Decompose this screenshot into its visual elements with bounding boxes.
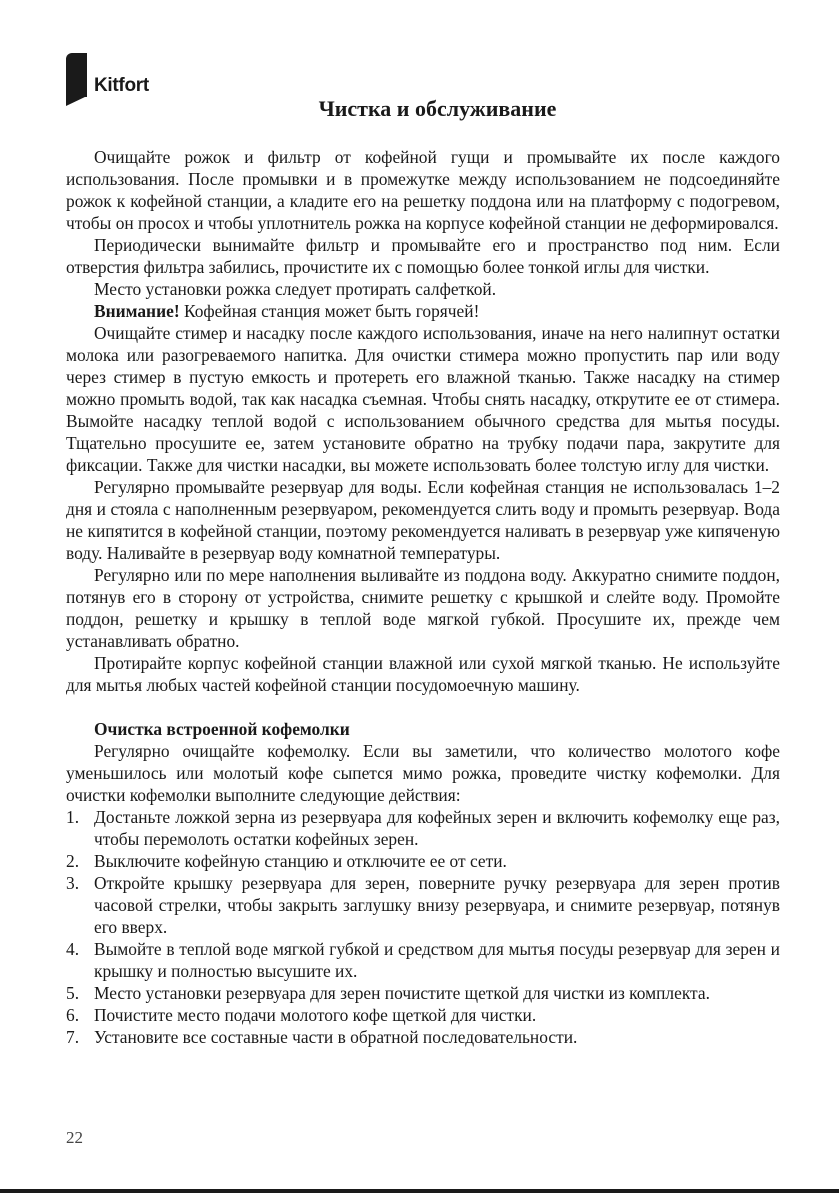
page-title: Чистка и обслуживание (318, 96, 557, 121)
step-text: Установите все составные части в обратной последовательности. (94, 1027, 578, 1047)
paragraph: Регулярно или по мере наполнения выливайте из поддона воду. Аккуратно снимите поддон, потянув его в сторону от устройства, снимите решетку с крышкой и слейте воду. Промойте поддон, решетку и крышку в теплой воде мягкой губкой. Просушите их, прежде чем устанавливать обратно. (66, 565, 780, 651)
list-item (66, 872, 780, 938)
step-text: Место установки резервуара для зерен почистите щеткой для чистки из комплекта. (94, 983, 710, 1003)
warning-label: Внимание! (94, 301, 180, 321)
list-item (66, 1026, 780, 1048)
step-number: 7. (66, 1027, 80, 1047)
warning-text: Кофейная станция может быть горячей! (179, 301, 480, 321)
step-text: Почистите место подачи молотого кофе щеткой для чистки. (94, 1005, 537, 1025)
list-item (66, 938, 780, 982)
list-item (66, 850, 780, 872)
step-number: 4. (66, 939, 80, 959)
main-content (66, 146, 780, 1048)
step-number: 5. (66, 983, 80, 1003)
warning-paragraph (66, 300, 780, 322)
paragraph: Протирайте корпус кофейной станции влажной или сухой мягкой тканью. Не используйте для мытья любых частей кофейной станции посудомоечную машину. (66, 653, 780, 695)
section-heading: Очистка встроенной кофемолки (94, 719, 350, 739)
step-text: Вымойте в теплой воде мягкой губкой и средством для мытья посуды резервуар для зерен и крышку и полностью высушите их. (94, 939, 780, 981)
section-intro: Регулярно очищайте кофемолку. Если вы заметили, что количество молотого кофе уменьшилось или молотый кофе сыпется мимо рожка, проведите чистку кофемолки. Для очистки кофемолки выполните следующие действия: (66, 741, 780, 805)
list-item (66, 982, 780, 1004)
step-number: 6. (66, 1005, 80, 1025)
step-text: Выключите кофейную станцию и отключите ее от сети. (94, 851, 507, 871)
logo-icon (66, 53, 87, 97)
list-item (66, 1004, 780, 1026)
paragraph: Периодически вынимайте фильтр и промывайте его и пространство под ним. Если отверстия фильтра забились, прочистите их с помощью более тонкой иглы для чистки. (66, 235, 780, 277)
page-number: 22 (66, 1128, 83, 1147)
paragraph: Очищайте рожок и фильтр от кофейной гущи и промывайте их после каждого использования. После промывки и в промежутке между использованием не подсоединяйте рожок к кофейной станции, а кладите его на решетку поддона или на платформу с подогревом, чтобы он просох и чтобы уплотнитель рожка на корпусе кофейной станции не деформировался. (66, 147, 780, 233)
brand-logo (66, 53, 176, 101)
list-item (66, 806, 780, 850)
paragraph: Очищайте стимер и насадку после каждого использования, иначе на него налипнут остатки молока или разогреваемого напитка. Для очистки стимера можно пропустить пар или воду через стимер в пустую емкость и протереть его влажной тканью. Также насадку на стимер можно промыть водой, так как насадка съемная. Чтобы снять насадку, открутите ее от стимера. Вымойте насадку теплой водой с использованием обычного средства для мытья посуды. Тщательно просушите ее, затем установите обратно на трубку подачи пара, закрутите для фиксации. Также для чистки насадки, вы можете использовать более толстую иглу для чистки. (66, 323, 780, 475)
step-number: 1. (66, 807, 80, 827)
page-bottom-rule (0, 1189, 839, 1193)
paragraph: Место установки рожка следует протирать салфеткой. (94, 279, 497, 299)
step-number: 2. (66, 851, 80, 871)
steps-list (66, 806, 780, 1048)
step-text: Достаньте ложкой зерна из резервуара для кофейных зерен и включить кофемолку еще раз, чтобы перемолоть остатки кофейных зерен. (94, 807, 780, 849)
step-text: Откройте крышку резервуара для зерен, поверните ручку резервуара для зерен против часовой стрелки, чтобы закрыть заглушку внизу резервуара, и снимите резервуар, потянув его вверх. (94, 873, 780, 937)
paragraph: Регулярно промывайте резервуар для воды. Если кофейная станция не использовалась 1–2 дня и стояла с наполненным резервуаром, рекомендуется слить воду и промыть резервуар. Вода не кипятится в кофейной станции, поэтому рекомендуется наливать в резервуар уже кипяченую воду. Наливайте в резервуар воду комнатной температуры. (66, 477, 780, 563)
step-number: 3. (66, 873, 80, 893)
brand-name: Kitfort (94, 75, 149, 96)
